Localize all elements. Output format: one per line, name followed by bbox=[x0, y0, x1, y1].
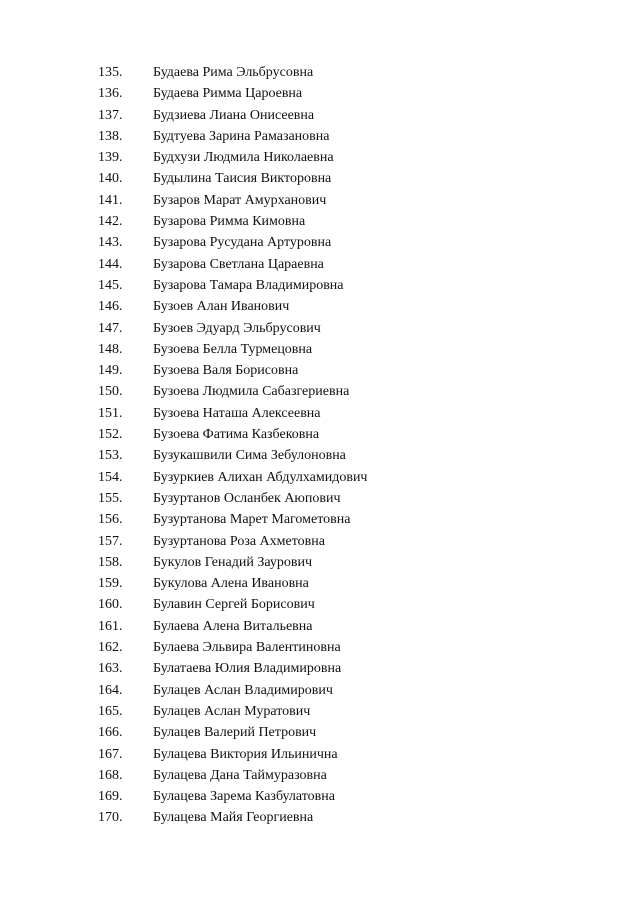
entry-number: 147. bbox=[98, 320, 123, 336]
list-item bbox=[0, 616, 640, 637]
list-item bbox=[0, 509, 640, 530]
list-item bbox=[0, 403, 640, 424]
entry-full-name: Бузуркиев Алихан Абдулхамидович bbox=[153, 469, 368, 485]
list-item bbox=[0, 701, 640, 722]
entry-number: 167. bbox=[98, 746, 123, 762]
entry-number: 162. bbox=[98, 640, 123, 656]
list-item bbox=[0, 658, 640, 679]
list-item bbox=[0, 531, 640, 552]
entry-number: 140. bbox=[98, 171, 123, 187]
entry-number: 159. bbox=[98, 576, 123, 592]
list-item bbox=[0, 786, 640, 807]
entry-number: 160. bbox=[98, 597, 123, 613]
entry-full-name: Будтуева Зарина Рамазановна bbox=[153, 128, 330, 144]
entry-full-name: Булацева Дана Таймуразовна bbox=[153, 767, 327, 783]
list-item bbox=[0, 232, 640, 253]
list-item bbox=[0, 765, 640, 786]
list-item bbox=[0, 105, 640, 126]
entry-full-name: Бузуртанова Роза Ахметовна bbox=[153, 533, 325, 549]
list-item bbox=[0, 360, 640, 381]
list-item bbox=[0, 637, 640, 658]
entry-number: 170. bbox=[98, 810, 123, 826]
list-item bbox=[0, 275, 640, 296]
list-item bbox=[0, 339, 640, 360]
list-item bbox=[0, 552, 640, 573]
entry-number: 161. bbox=[98, 618, 123, 634]
entry-full-name: Букулова Алена Ивановна bbox=[153, 576, 309, 592]
entry-full-name: Булацев Валерий Петрович bbox=[153, 725, 317, 741]
entry-number: 169. bbox=[98, 789, 123, 805]
list-item bbox=[0, 318, 640, 339]
entry-full-name: Бузукашвили Сима Зебулоновна bbox=[153, 448, 346, 464]
list-item bbox=[0, 381, 640, 402]
list-item bbox=[0, 424, 640, 445]
entry-number: 158. bbox=[98, 554, 123, 570]
entry-number: 156. bbox=[98, 512, 123, 528]
entry-number: 137. bbox=[98, 107, 123, 123]
entry-full-name: Бузоев Эдуард Эльбрусович bbox=[153, 320, 321, 336]
entry-number: 163. bbox=[98, 661, 123, 677]
list-item bbox=[0, 211, 640, 232]
entry-number: 151. bbox=[98, 405, 123, 421]
entry-full-name: Бузарова Русудана Артуровна bbox=[153, 235, 332, 251]
list-item bbox=[0, 680, 640, 701]
entry-number: 135. bbox=[98, 65, 123, 80]
list-item bbox=[0, 744, 640, 765]
entry-full-name: Бузарова Римма Кимовна bbox=[153, 214, 306, 230]
entry-full-name: Булацева Зарема Казбулатовна bbox=[153, 789, 335, 805]
entry-full-name: Булаева Эльвира Валентиновна bbox=[153, 640, 341, 656]
entry-full-name: Будхузи Людмила Николаевна bbox=[153, 150, 334, 166]
list-item bbox=[0, 168, 640, 189]
entry-number: 165. bbox=[98, 703, 123, 719]
list-item bbox=[0, 573, 640, 594]
entry-full-name: Бузоева Людмила Сабазгериевна bbox=[153, 384, 350, 400]
list-item bbox=[0, 147, 640, 168]
entry-number: 168. bbox=[98, 767, 123, 783]
entry-full-name: Бузуртанов Осланбек Аюпович bbox=[153, 490, 341, 506]
entry-full-name: Букулов Генадий Заурович bbox=[153, 554, 312, 570]
entry-full-name: Булацева Виктория Ильинична bbox=[153, 746, 338, 762]
entry-full-name: Булацев Аслан Муратович bbox=[153, 703, 311, 719]
list-item bbox=[0, 807, 640, 828]
entry-full-name: Будзиева Лиана Онисеевна bbox=[153, 107, 315, 123]
entry-number: 141. bbox=[98, 192, 123, 208]
list-item bbox=[0, 254, 640, 275]
entry-full-name: Булавин Сергей Борисович bbox=[153, 597, 315, 613]
entry-full-name: Бузоева Валя Борисовна bbox=[153, 363, 299, 379]
entry-full-name: Булацев Аслан Владимирович bbox=[153, 682, 333, 698]
entry-number: 142. bbox=[98, 214, 123, 230]
entry-full-name: Бузарова Светлана Цараевна bbox=[153, 256, 324, 272]
entry-full-name: Будаева Римма Цароевна bbox=[153, 86, 303, 102]
entry-number: 150. bbox=[98, 384, 123, 400]
entry-number: 144. bbox=[98, 256, 123, 272]
entry-number: 139. bbox=[98, 150, 123, 166]
entry-number: 153. bbox=[98, 448, 123, 464]
list-item bbox=[0, 296, 640, 317]
entry-full-name: Бузоева Наташа Алексеевна bbox=[153, 405, 321, 421]
list-item bbox=[0, 594, 640, 615]
entry-full-name: Бузоев Алан Иванович bbox=[153, 299, 290, 315]
list-item bbox=[0, 83, 640, 104]
list-item bbox=[0, 722, 640, 743]
entry-number: 166. bbox=[98, 725, 123, 741]
entry-number: 148. bbox=[98, 341, 123, 357]
entry-number: 164. bbox=[98, 682, 123, 698]
entry-number: 143. bbox=[98, 235, 123, 251]
entry-full-name: Будаева Рима Эльбрусовна bbox=[153, 65, 314, 80]
name-list bbox=[0, 62, 640, 829]
entry-full-name: Булацева Майя Георгиевна bbox=[153, 810, 314, 826]
list-item bbox=[0, 445, 640, 466]
entry-number: 138. bbox=[98, 128, 123, 144]
entry-number: 149. bbox=[98, 363, 123, 379]
entry-full-name: Бузарова Тамара Владимировна bbox=[153, 277, 344, 293]
entry-number: 154. bbox=[98, 469, 123, 485]
entry-full-name: Бузоева Фатима Казбековна bbox=[153, 427, 320, 443]
list-item bbox=[0, 62, 640, 83]
entry-number: 136. bbox=[98, 86, 123, 102]
entry-number: 145. bbox=[98, 277, 123, 293]
entry-full-name: Будылина Таисия Викторовна bbox=[153, 171, 332, 187]
entry-full-name: Булатаева Юлия Владимировна bbox=[153, 661, 342, 677]
list-item bbox=[0, 488, 640, 509]
entry-number: 155. bbox=[98, 490, 123, 506]
list-item bbox=[0, 126, 640, 147]
entry-full-name: Бузоева Белла Турмецовна bbox=[153, 341, 313, 357]
entry-full-name: Булаева Алена Витальевна bbox=[153, 618, 313, 634]
list-item bbox=[0, 190, 640, 211]
entry-number: 157. bbox=[98, 533, 123, 549]
entry-full-name: Бузуртанова Марет Магометовна bbox=[153, 512, 351, 528]
entry-number: 146. bbox=[98, 299, 123, 315]
list-item bbox=[0, 467, 640, 488]
entry-number: 152. bbox=[98, 427, 123, 443]
entry-full-name: Бузаров Марат Амурханович bbox=[153, 192, 327, 208]
